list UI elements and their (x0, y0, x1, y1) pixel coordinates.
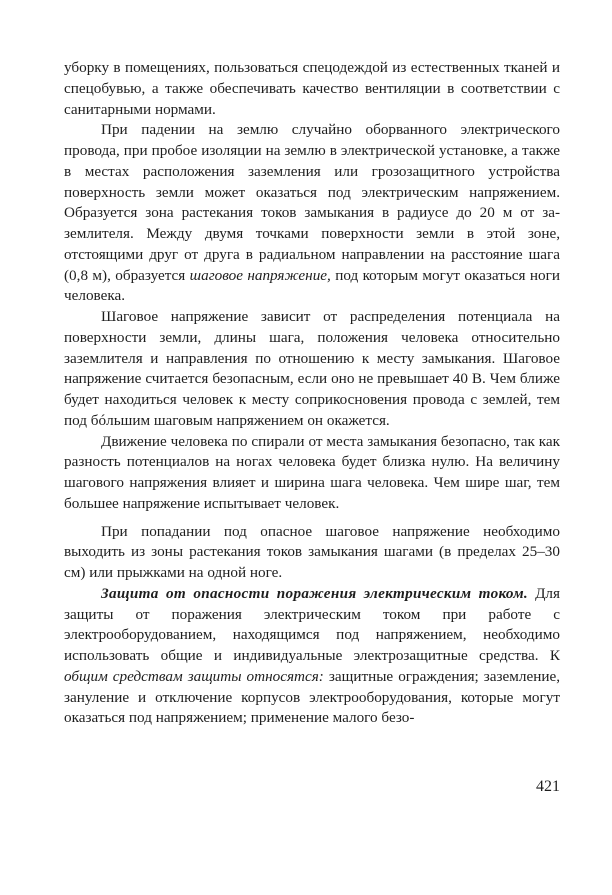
page-body (64, 58, 560, 729)
paragraph-4 (64, 432, 560, 515)
paragraph-3 (64, 307, 560, 432)
section-heading: Защита от опасности поражения электрическим током. (101, 584, 529, 602)
paragraph-2 (64, 120, 560, 307)
paragraph-5 (64, 522, 560, 584)
general-means-term: общим средствам защиты относятся: (64, 667, 324, 685)
paragraph-6-text-b: защитные ограждения; заземление, зануление и отключение корпусов электрооборудования, которые могут оказаться под напряжением; применение малого безо- (64, 667, 561, 727)
step-voltage-term: шаговое напряжение, (189, 266, 331, 284)
paragraph-1-text: уборку в помещениях, пользоваться спецодеждой из естественных тканей и спецобувью, а также обеспечивать качество вентиляции в соответствии с санитарными нормами. (64, 59, 560, 118)
paragraph-2-text-a: При падении на землю случайно оборванного электрического провода, при пробое изоляции на землю в электрической установке, а также в местах расположения заземления или грозозащитного устройства поверхность земли может оказаться под электрическим напряжением. Образуется зона растекания токов замыкания в радиусе до 20 м от заземлителя. Между двумя точками поверхности земли в этой зоне, отстоящими друг от друга в радиальном направлении на расстояние шага (0,8 м), образуется (64, 121, 560, 284)
page-number: 421 (536, 778, 560, 795)
paragraph-5-text: При попадании под опасное шаговое напряжение необходимо выходить из зоны растекания токов замыкания шагами (в пределах 25–30 см) или прыжками на одной ноге. (64, 522, 560, 581)
paragraph-2-text-b: под которым могут оказаться ноги человека. (64, 266, 560, 305)
paragraph-4-text: Движение человека по спирали от места замыкания безопасно, так как разность потенциалов на ногах человека будет близка нулю. На величину шагового напряжения влияет и ширина шага человека. Чем шире шаг, тем большее напряжение испытывает человек. (64, 432, 560, 512)
paragraph-6-text-a: Для защиты от поражения электрическим током при работе с электрооборудованием, находящимся под напряжением, необходимо использовать общие и индивидуальные электрозащитные средства. К (64, 584, 560, 664)
paragraph-6 (64, 584, 560, 729)
paragraph-1 (64, 58, 560, 120)
paragraph-3-text: Шаговое напряжение зависит от распределения потенциала на поверхности земли, длины шага, положения человека относительно заземлителя и направления по отношению к месту замыкания. Шаговое напряжение считается безопасным, если оно не превышает 40 В. Чем ближе будет находиться человек к месту соприкосновения провода с землей, тем под бóльшим шаговым напряжением он окажется. (64, 308, 560, 429)
